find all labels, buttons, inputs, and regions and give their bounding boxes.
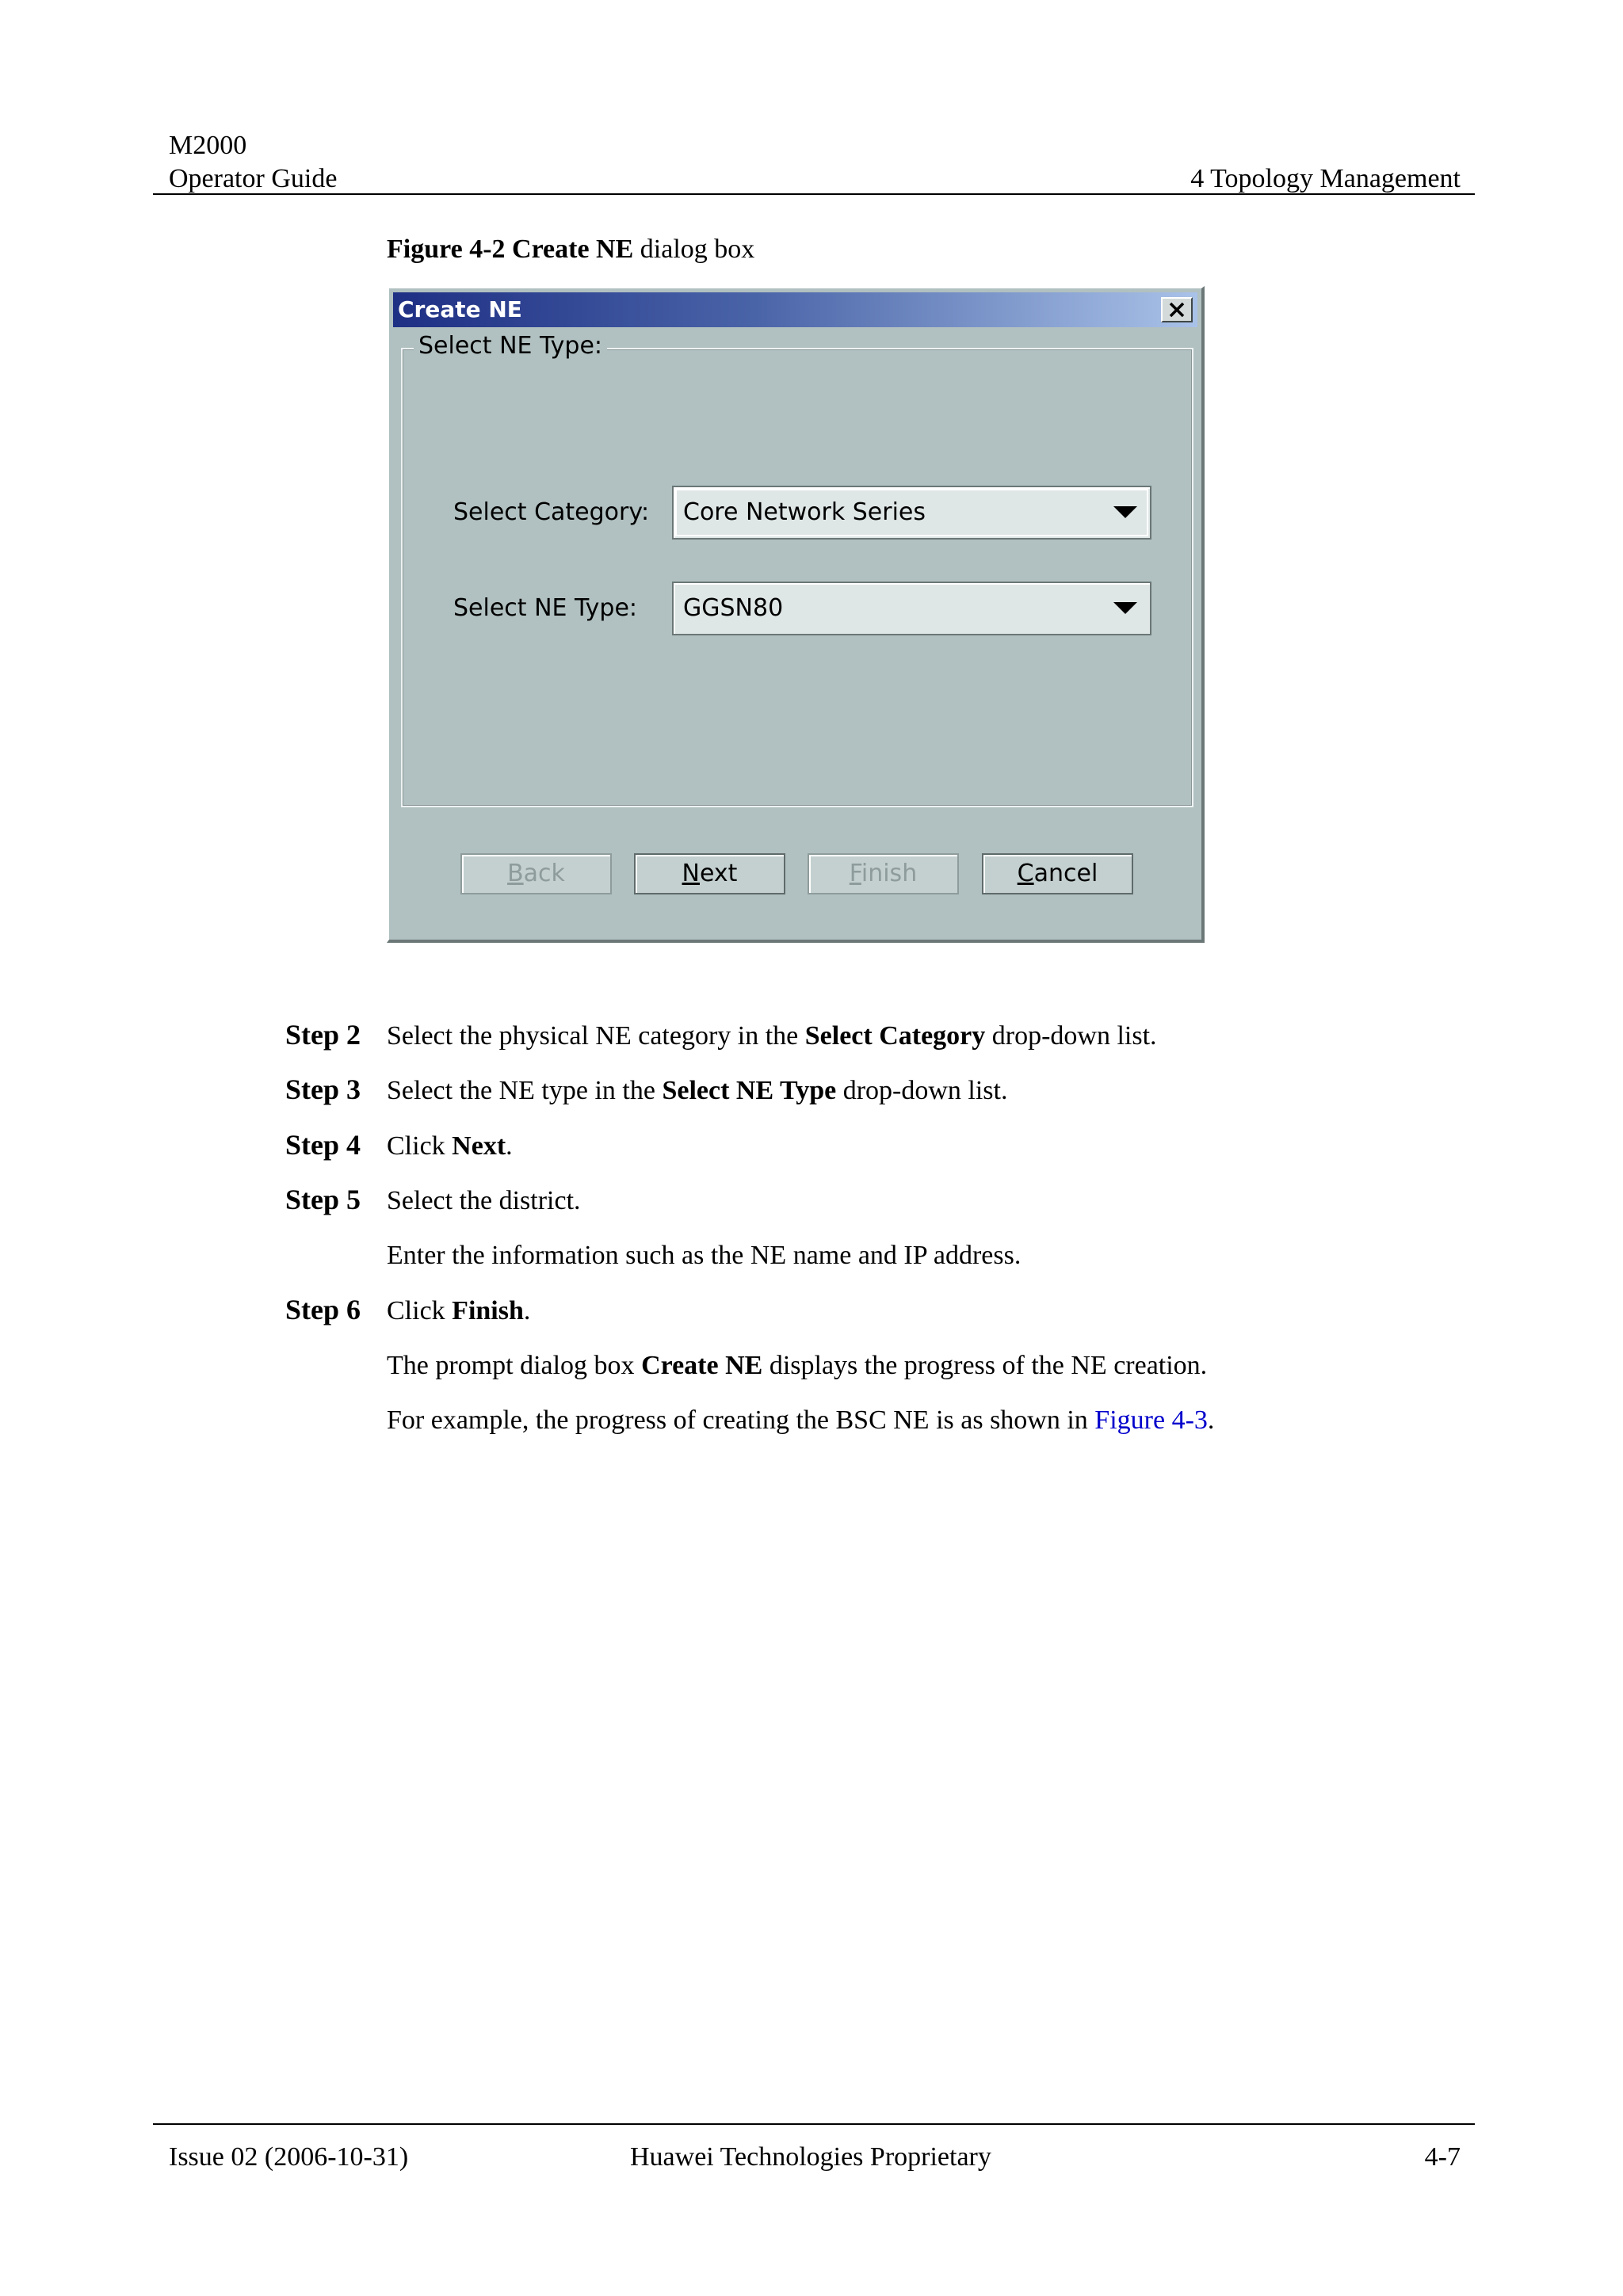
figure-number: Figure 4-2: [387, 235, 506, 264]
step-text-pre: Select the physical NE category in the: [387, 1021, 805, 1051]
prompt-note-post: displays the progress of the NE creation.: [762, 1351, 1208, 1380]
running-header-left: [169, 129, 337, 196]
step-label: Step 3: [285, 1074, 361, 1105]
issue-info: Issue 02 (2006-10-31): [169, 2142, 409, 2172]
step-detail: Enter the information such as the NE name and IP address.: [387, 1241, 1022, 1270]
step-label: Step 5: [285, 1184, 361, 1215]
step-text-pre: Click: [387, 1296, 453, 1325]
prompt-note: [387, 1348, 1207, 1383]
cancel-label: ancel: [1033, 860, 1098, 887]
step-label: Step 6: [285, 1294, 361, 1325]
example-note-pre: For example, the progress of creating the BSC NE is as shown in: [387, 1405, 1095, 1435]
dialog-titlebar: [393, 292, 1197, 327]
company-notice: Huawei Technologies Proprietary: [630, 2142, 991, 2172]
category-label: Select Category:: [453, 498, 650, 526]
step-text-post: drop-down list.: [985, 1021, 1157, 1051]
netype-value: GGSN80: [683, 594, 784, 622]
step-label: Step 4: [285, 1129, 361, 1161]
footer-rule: [153, 2123, 1475, 2125]
back-label: ack: [523, 860, 565, 887]
step-text-pre: Click: [387, 1131, 453, 1161]
chevron-down-icon[interactable]: [1113, 602, 1137, 614]
header-rule: [153, 193, 1475, 195]
example-note-post: .: [1207, 1405, 1215, 1435]
dialog-title: Create NE: [398, 296, 522, 322]
cancel-button[interactable]: [982, 853, 1133, 894]
back-mnemonic: B: [507, 860, 524, 887]
step-text-bold: Next: [452, 1131, 506, 1161]
category-value: Core Network Series: [683, 498, 926, 526]
step-text-post: .: [506, 1131, 513, 1161]
figure-link[interactable]: Figure 4-3: [1094, 1405, 1208, 1435]
step-text: Select the district.: [387, 1186, 581, 1215]
step-text: [387, 1129, 513, 1164]
step-text-post: .: [523, 1296, 531, 1325]
chapter-title: 4 Topology Management: [1190, 164, 1461, 193]
document-name: Operator Guide: [169, 164, 338, 193]
finish-mnemonic: F: [849, 860, 861, 887]
figure-suffix: dialog box: [640, 235, 755, 264]
example-note: [387, 1403, 1214, 1438]
next-label: ext: [700, 860, 738, 887]
product-name: M2000: [169, 131, 247, 160]
ne-type-groupbox: [401, 332, 1193, 807]
create-ne-dialog: [387, 286, 1205, 943]
step-text: [387, 1019, 1157, 1054]
figure-caption: [387, 232, 754, 267]
finish-label: inish: [861, 860, 918, 887]
close-button[interactable]: [1161, 297, 1193, 322]
groupbox-label: Select NE Type:: [414, 332, 607, 360]
netype-label: Select NE Type:: [453, 594, 638, 622]
back-button[interactable]: [460, 853, 612, 894]
figure-name: Create NE: [512, 235, 634, 264]
step-label: Step 2: [285, 1019, 361, 1051]
next-button[interactable]: [634, 853, 785, 894]
step-text-post: drop-down list.: [836, 1076, 1008, 1105]
chevron-down-icon[interactable]: [1113, 506, 1137, 518]
close-icon: [1168, 302, 1186, 318]
category-select[interactable]: [672, 486, 1151, 540]
next-mnemonic: N: [682, 860, 700, 887]
step-text: [387, 1294, 530, 1329]
finish-button[interactable]: [808, 853, 959, 894]
step-text-pre: Select the NE type in the: [387, 1076, 663, 1105]
prompt-note-pre: The prompt dialog box: [387, 1351, 642, 1380]
page-number: 4-7: [1424, 2142, 1461, 2172]
netype-select[interactable]: [672, 582, 1151, 635]
cancel-mnemonic: C: [1017, 860, 1034, 887]
step-text-bold: Select Category: [804, 1021, 986, 1051]
step-text-bold: Finish: [452, 1296, 524, 1325]
prompt-note-bold: Create NE: [641, 1351, 763, 1380]
step-text: [387, 1074, 1007, 1108]
step-text-bold: Select NE Type: [662, 1076, 837, 1105]
